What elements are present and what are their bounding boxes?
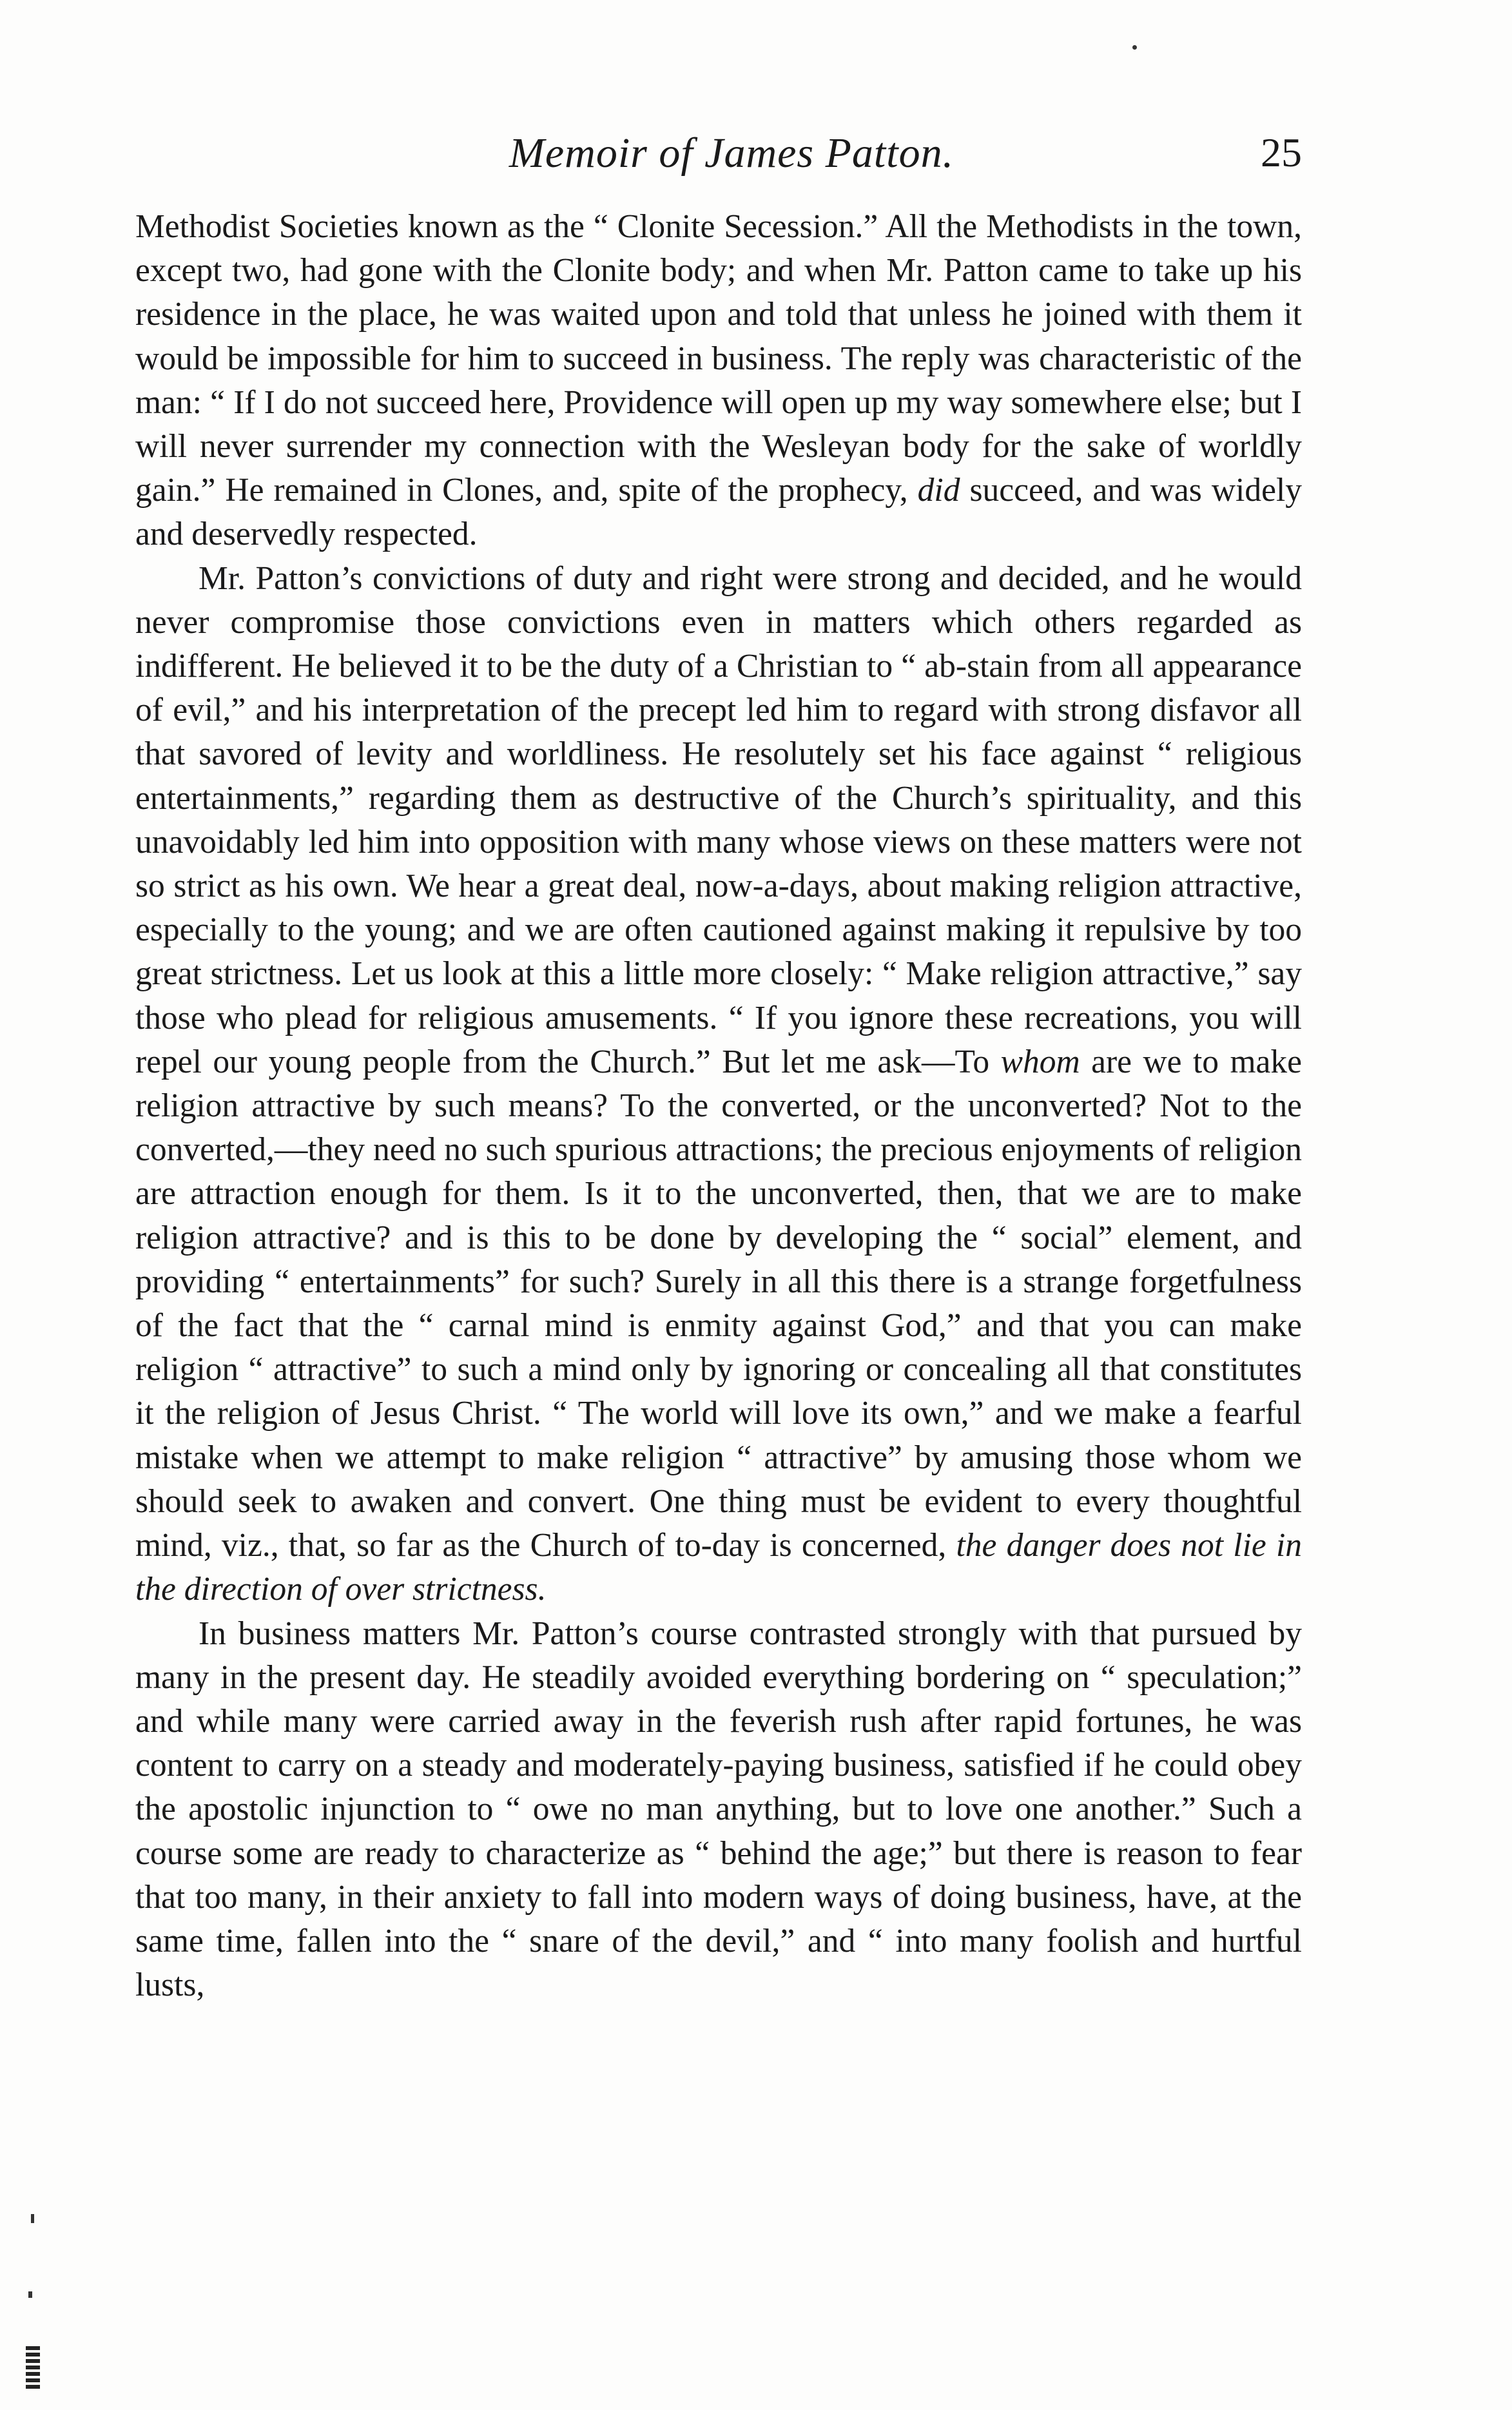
text-run: are we to make religion attractive by such means? To the converted, or the unconverted? Not to the converted,—they need no such spurious attractions; the precious enjoyments of religion are attraction enough for them. Is it to the unconverted, then, that we are to make religion attractive? and is this to be done by developing the “ social” element, and providing “ entertainments” for such? Surely in all this there is a strange forgetfulness of the fact that the “ carnal mind is enmity against God,” and that you can make religion “ attractive” to such a mind only by ignoring or concealing all that constitutes it the religion of Jesus Christ. “ The world will love its own,” and we make a fearful mistake when we attempt to make religion “ attractive” by amusing those whom we should seek to awaken and convert. One thing must be evident to every thoughtful mind, viz., that, so far as the Church of to-day is concerned,: [135, 1043, 1303, 1564]
binding-artifact: [26, 2346, 40, 2391]
running-title: Memoir of James Patton.: [509, 130, 955, 177]
margin-speck: [28, 2291, 32, 2298]
page-number: 25: [1261, 130, 1302, 175]
text-run: In business matters Mr. Patton’s course contrasted strongly with that pursued by many in the present day. He steadily avoided everything bordering on “ speculation;” and while many were carried away in the feverish rush after rapid fortunes, he was content to carry on a steady and moderately-paying business, satisfied if he could obey the apostolic injunction to “ owe no man anything, but to love one another.” Such a course some are ready to characterize as “ behind the age;” but there is reason to fear that too many, in their anxiety to fall into modern ways of doing business, have, at the same time, fallen into the “ snare of the devil,” and “ into many foolish and hurtful lusts,: [135, 1615, 1302, 2004]
italic-run: did: [917, 472, 960, 509]
body-text: [135, 205, 1302, 2007]
italic-run: the danger does not lie in the direction of over strictness.: [135, 1527, 1303, 1608]
paragraph-1: [135, 205, 1302, 557]
running-header: [135, 129, 1328, 187]
text-run: Methodist Societies known as the “ Clonite Secession.” All the Methodists in the town, except two, had gone with the Clonite body; and when Mr. Patton came to take up his residence in the place, he was waited upon and told that unless he joined with them it would be impossible for him to succeed in business. The reply was characteristic of the man: “ If I do not succeed here, Providence will open up my way somewhere else; but I will never surrender my connection with the Wesleyan body for the sake of worldly gain.” He remained in Clones, and, spite of the prophecy,: [135, 208, 1302, 509]
speck-mark: [1132, 45, 1137, 50]
text-run: Mr. Patton’s convictions of duty and right were strong and decided, and he would never compromise those convictions even in matters which others regarded as indifferent. He believed it to be the duty of a Christian to “ ab-stain from all appearance of evil,” and his interpretation of the precept led him to regard with strong disfavor all that savored of levity and worldliness. He resolutely set his face against “ religious entertainments,” regarding them as destructive of the Church’s spirituality, and this unavoidably led him into opposition with many whose views on these matters were not so strict as his own. We hear a great deal, now-a-days, about making religion attractive, especially to the young; and we are often cautioned against making it repulsive by too great strictness. Let us look at this a little more closely: “ Make religion attractive,” say those who plead for religious amusements. “ If you ignore these recreations, you will repel our young people from the Church.” But let me ask—To: [135, 559, 1302, 1080]
margin-speck: [31, 2214, 34, 2223]
paragraph-2: [135, 557, 1302, 1612]
italic-run: whom: [1000, 1043, 1080, 1080]
paragraph-3: [135, 1612, 1302, 2008]
text-run: succeed, and was widely and deservedly respected.: [135, 472, 1302, 553]
